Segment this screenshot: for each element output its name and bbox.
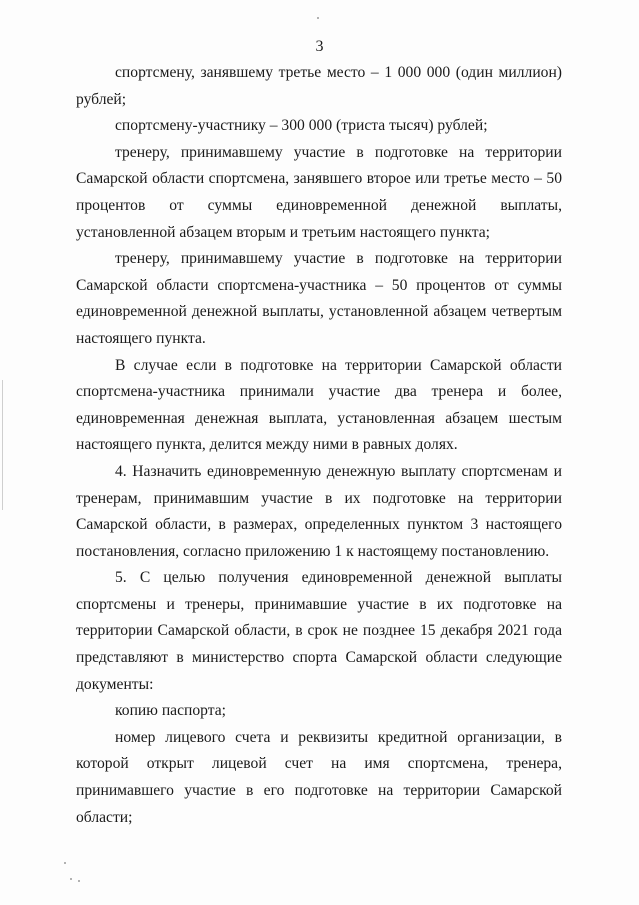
page-number: 3 (315, 38, 324, 55)
scan-speck (70, 878, 72, 880)
paragraph-coach-participant: тренеру, принимавшему участие в подготовке на территории Самарской области спортсмена-участника – 50 процентов от суммы единовременной денежной выплаты, установленной абзацем четвертым настоящего пункта. (76, 250, 562, 347)
scan-speck (78, 880, 80, 882)
paragraph-prize-participant: спортсмену-участнику – 300 000 (триста тысяч) рублей; (115, 117, 488, 135)
paragraph-prize-third-place: спортсмену, занявшему третье место – 1 000 000 (один миллион) рублей; (76, 64, 562, 108)
paragraph-two-coaches: В случае если в подготовке на территории Самарской области спортсмена-участника принимали участие два тренера и более, единовременная денежная выплата, установленная абзацем шестым настоящего пункта, делится между ними в равных долях. (76, 356, 562, 454)
scan-speck (317, 17, 319, 19)
paragraph-item-4: 4. Назначить единовременную денежную выплату спортсменам и тренерам, принимавшим участие в их подготовке на территории Самарской области, в размерах, определенных пунктом 3 настоящего постановления, согласно приложению 1 к настоящему постановлению. (76, 462, 562, 560)
scan-edge-mark (2, 380, 3, 510)
document-body (76, 60, 562, 831)
paragraph-bank-details: номер лицевого счета и реквизиты кредитной организации, в которой открыт лицевой счет на имя спортсмена, тренера, принимавшего участие в его подготовке на территории Самарской области; (76, 728, 562, 826)
paragraph-item-5: 5. С целью получения единовременной денежной выплаты спортсмены и тренеры, принимавшие участие в их подготовке на территории Самарской области, в срок не позднее 15 декабря 2021 года представляют в министерство спорта Самарской области следующие документы: (76, 569, 562, 693)
paragraph-passport-copy: копию паспорта; (115, 702, 226, 720)
scan-speck (64, 862, 66, 864)
paragraph-coach-second-third: тренеру, принимавшему участие в подготовке на территории Самарской области спортсмена, занявшего второе или третье место – 50 процентов от суммы единовременной денежной выплаты, установленной абзацем вторым и третьим настоящего пункта; (76, 143, 562, 241)
